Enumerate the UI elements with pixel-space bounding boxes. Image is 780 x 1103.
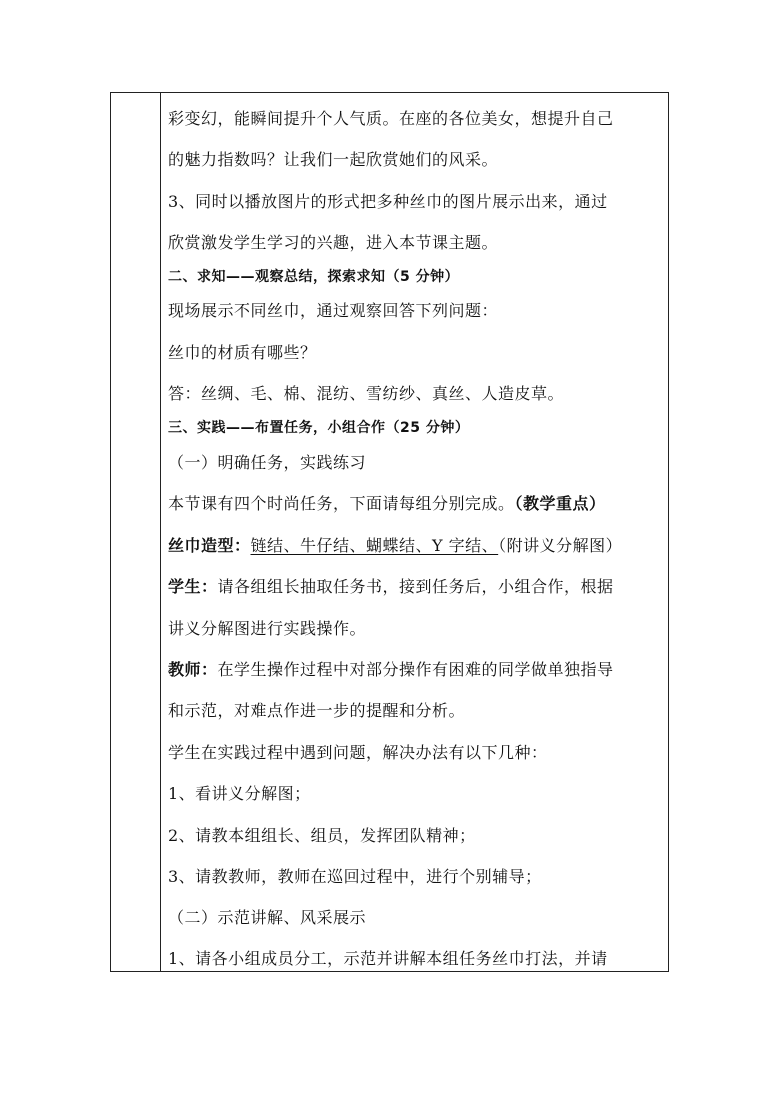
student-label: 学生： xyxy=(168,577,218,596)
task-intro: 本节课有四个时尚任务，下面请每组分别完成。 xyxy=(168,494,515,513)
text-line: 学生在实践过程中遇到问题，解决办法有以下几种： xyxy=(168,743,548,762)
subsection-heading: （二）示范讲解、风采展示 xyxy=(168,908,367,927)
question-line: 丝巾的材质有哪些？ xyxy=(168,343,317,362)
scarf-styles-label: 丝巾造型： xyxy=(168,536,251,555)
lesson-table xyxy=(110,92,669,972)
student-line xyxy=(168,577,614,597)
column-divider xyxy=(160,93,161,971)
text-line: 欣赏激发学生学习的兴趣，进入本节课主题。 xyxy=(168,233,499,252)
answer-line: 答：丝绸、毛、棉、混纺、雪纺纱、真丝、人造皮草。 xyxy=(168,384,565,403)
text-line: 和示范，对难点作进一步的提醒和分析。 xyxy=(168,701,466,720)
text-line: 1、请各小组成员分工，示范并讲解本组任务丝巾打法，并请 xyxy=(168,949,608,968)
section-heading-2: 二、求知——观察总结，探索求知（5 分钟） xyxy=(168,269,460,285)
list-item: 1、看讲义分解图； xyxy=(168,784,311,803)
text-line: 现场展示不同丝巾，通过观察回答下列问题： xyxy=(168,301,499,320)
scarf-styles-list: 链结、牛仔结、蝴蝶结、Y 字结、 xyxy=(250,536,499,555)
student-text: 请各组组长抽取任务书，接到任务后，小组合作，根据 xyxy=(217,577,614,596)
key-point-label: （教学重点） xyxy=(514,494,606,513)
text-line: 讲义分解图进行实践操作。 xyxy=(168,619,367,638)
text-line xyxy=(168,494,606,514)
section-heading-3: 三、实践——布置任务，小组合作（25 分钟） xyxy=(168,420,470,436)
text-line: 彩变幻，能瞬间提升个人气质。在座的各位美女，想提升自己 xyxy=(168,109,614,128)
teacher-line xyxy=(168,660,614,680)
text-line: 的魅力指数吗？让我们一起欣赏她们的风采。 xyxy=(168,150,499,169)
list-item: 3、请教教师，教师在巡回过程中，进行个别辅导； xyxy=(168,867,542,886)
teacher-text: 在学生操作过程中对部分操作有困难的同学做单独指导 xyxy=(217,660,614,679)
list-item: 2、请教本组组长、组员，发挥团队精神； xyxy=(168,826,476,845)
subsection-heading: （一）明确任务，实践练习 xyxy=(168,453,367,472)
teacher-label: 教师： xyxy=(168,660,218,679)
scarf-styles-line xyxy=(168,536,622,556)
handout-note: （附讲义分解图） xyxy=(498,536,623,555)
text-line: 3、同时以播放图片的形式把多种丝巾的图片展示出来，通过 xyxy=(168,192,608,211)
